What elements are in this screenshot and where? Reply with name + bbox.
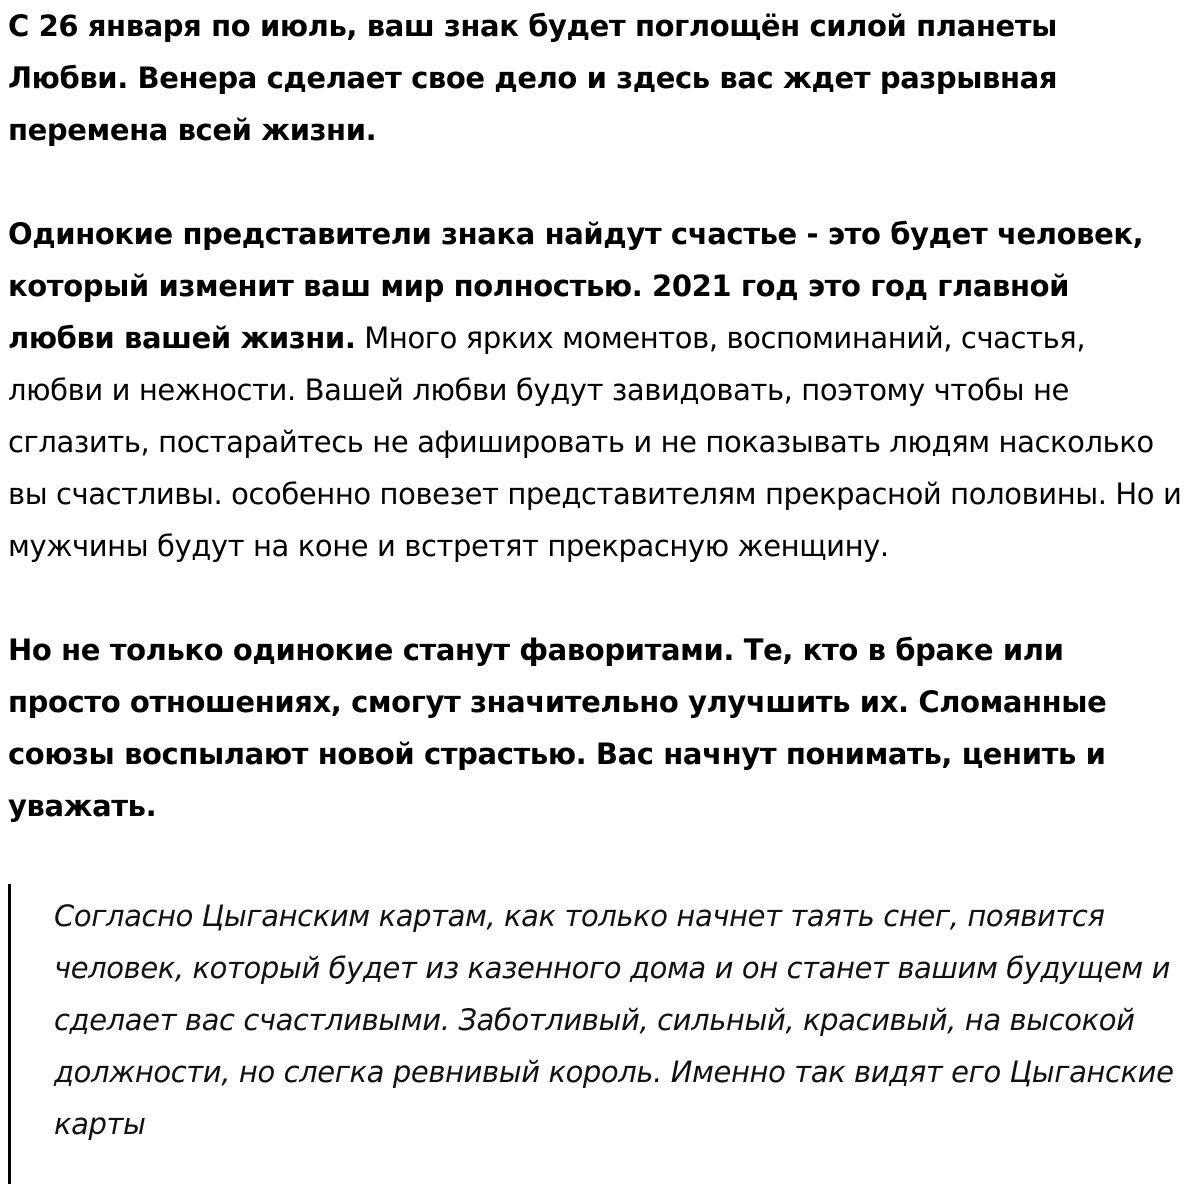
paragraph-couples-bold: Но не только одинокие станут фаворитами. Те, кто в браке или просто отношениях, смогут значительно улучшить их. Сломанные союзы воспылают новой страстью. Вас начнут понимать, ценить и уважать. <box>8 633 1107 823</box>
paragraph-singles-bold: Одинокие представители знака найдут счастье - это будет человек, который изменит ваш мир полностью. 2021 год это год главной любви вашей жизни. <box>8 217 1144 355</box>
paragraph-intro <box>8 0 1183 156</box>
paragraph-couples <box>8 624 1183 832</box>
blockquote-text: Согласно Цыганским картам, как только начнет таять снег, появится человек, который будет из казенного дома и он станет вашим будущем и сделает вас счастливыми. Заботливый, сильный, красивый, на высокой должности, но слегка ревнивый король. Именно так видят его Цыганские карты <box>54 899 1174 1141</box>
blockquote-bar <box>8 884 11 1184</box>
paragraph-singles <box>8 208 1183 572</box>
paragraph-intro-bold: С 26 января по июль, ваш знак будет поглощён силой планеты Любви. Венера сделает свое дело и здесь вас ждет разрывная перемена всей жизни. <box>8 9 1058 147</box>
blockquote <box>8 884 1200 1184</box>
paragraph-singles-normal: Много ярких моментов, воспоминаний, счастья, любви и нежности. Вашей любви будут завидовать, поэтому чтобы не сглазить, постарайтесь не афишировать и не показывать людям насколько вы счастливы. особенно повезет представителям прекрасной половины. Но и мужчины будут на коне и встретят прекрасную женщину. <box>8 321 1182 563</box>
